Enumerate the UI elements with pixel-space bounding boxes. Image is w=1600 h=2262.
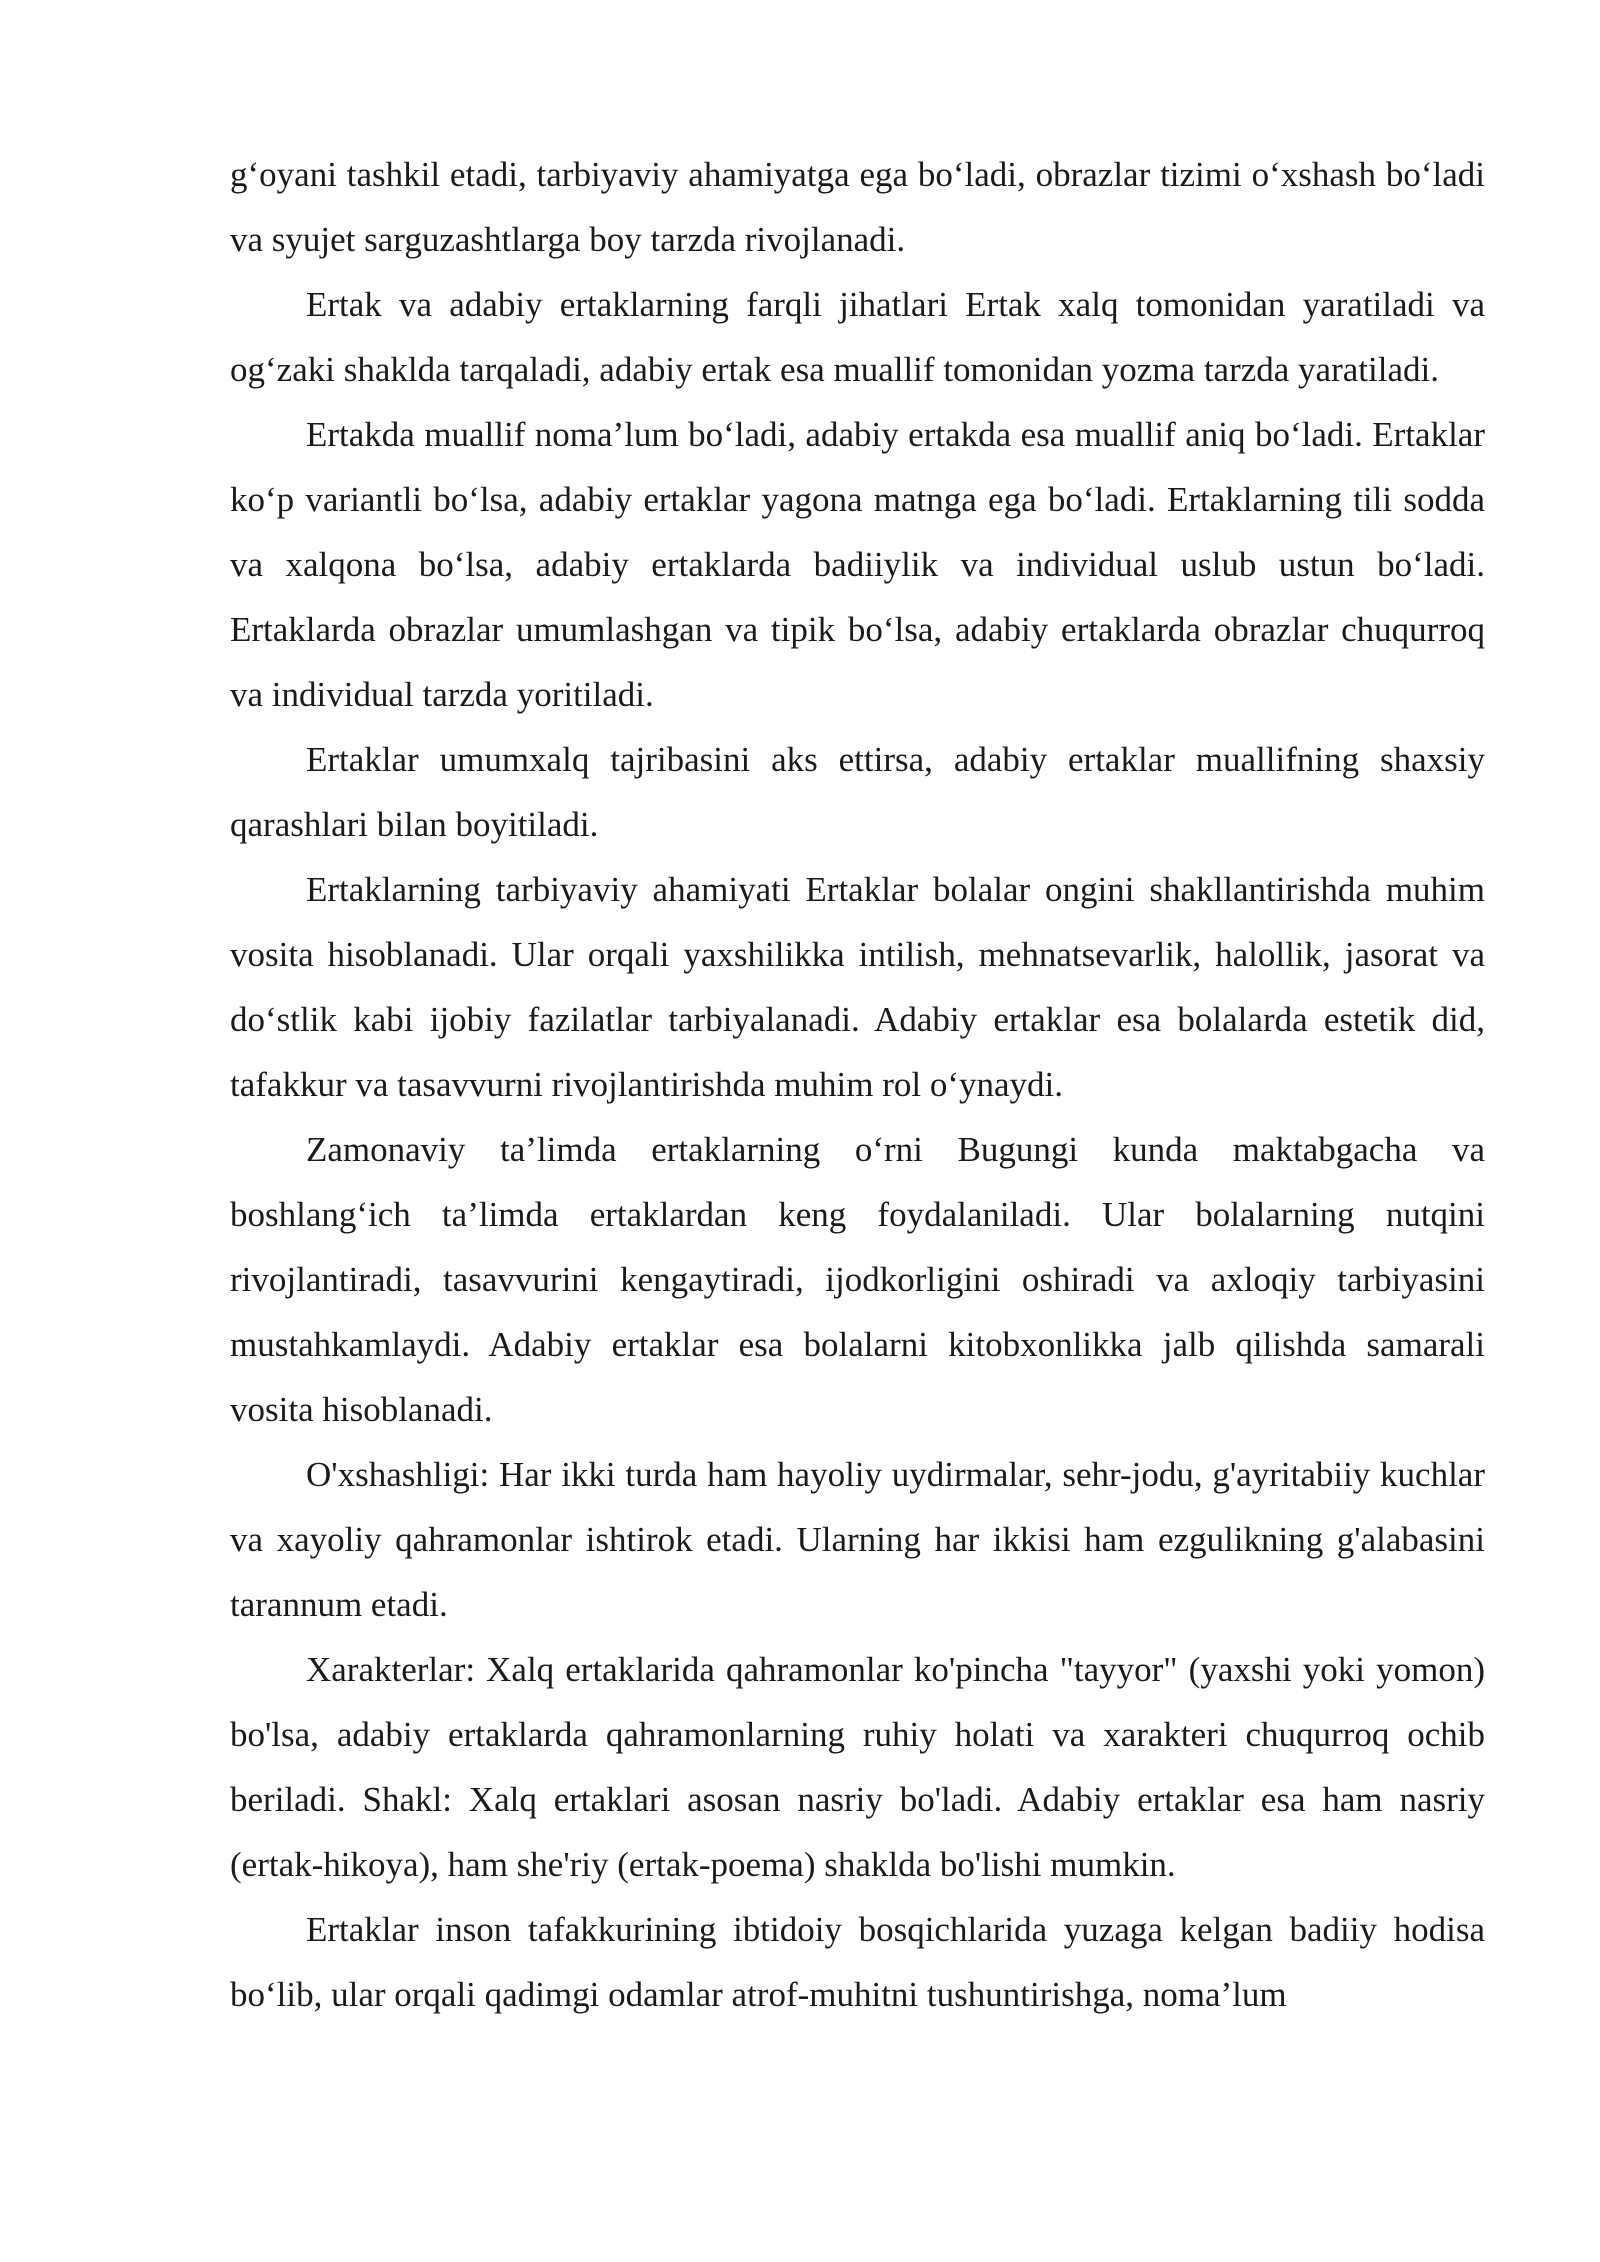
- document-page: [230, 142, 1485, 2027]
- paragraph-educational-value: Ertaklarning tarbiyaviy ahamiyati Ertaklar bolalar ongini shakllantirishda muhim vosita hisoblanadi. Ular orqali yaxshilikka intilish, mehnatsevarlik, halollik, jasorat va do‘stlik kabi ijobiy fazilatlar tarbiyalanadi. Adabiy ertaklar esa bolalarda estetik did, tafakkur va tasavvurni rivojlantirishda muhim rol o‘ynaydi.: [230, 870, 1485, 1104]
- paragraph-author: Ertakda muallif noma’lum bo‘ladi, adabiy ertakda esa muallif aniq bo‘ladi. Ertaklar ko‘p variantli bo‘lsa, adabiy ertaklar yagona matnga ega bo‘ladi. Ertaklarning tili sodda va xalqona bo‘lsa, adabiy ertaklarda badiiylik va individual uslub ustun bo‘ladi. Ertaklarda obrazlar umumlashgan va tipik bo‘lsa, adabiy ertaklarda obrazlar chuqurroq va individual tarzda yoritiladi.: [230, 415, 1485, 714]
- paragraph-continuation: g‘oyani tashkil etadi, tarbiyaviy ahamiyatga ega bo‘ladi, obrazlar tizimi o‘xshash bo‘ladi va syujet sarguzashtlarga boy tarzda rivojlanadi.: [230, 155, 1485, 259]
- paragraph-experience: Ertaklar umumxalq tajribasini aks ettirsa, adabiy ertaklar muallifning shaxsiy qarashlari bilan boyitiladi.: [230, 740, 1485, 844]
- paragraph-characters: Xarakterlar: Xalq ertaklarida qahramonlar ko'pincha "tayyor" (yaxshi yoki yomon) bo'lsa, adabiy ertaklarda qahramonlarning ruhiy holati va xarakteri chuqurroq ochib beriladi. Shakl: Xalq ertaklari asosan nasriy bo'ladi. Adabiy ertaklar esa ham nasriy (ertak-hikoya), ham she'riy (ertak-poema) shaklda bo'lishi mumkin.: [230, 1650, 1485, 1884]
- paragraph-similarity: O'xshashligi: Har ikki turda ham hayoliy uydirmalar, sehr-jodu, g'ayritabiiy kuchlar va xayoliy qahramonlar ishtirok etadi. Ularning har ikkisi ham ezgulikning g'alabasini tarannum etadi.: [230, 1455, 1485, 1624]
- paragraph-origins: Ertaklar inson tafakkurining ibtidoiy bosqichlarida yuzaga kelgan badiiy hodisa bo‘lib, ular orqali qadimgi odamlar atrof-muhitni tushuntirishga, noma’lum: [230, 1910, 1485, 2014]
- paragraph-modern-education: Zamonaviy ta’limda ertaklarning o‘rni Bugungi kunda maktabgacha va boshlang‘ich ta’limda ertaklardan keng foydalaniladi. Ular bolalarning nutqini rivojlantiradi, tasavvurini kengaytiradi, ijodkorligini oshiradi va axloqiy tarbiyasini mustahkamlaydi. Adabiy ertaklar esa bolalarni kitobxonlikka jalb qilishda samarali vosita hisoblanadi.: [230, 1130, 1485, 1429]
- paragraph-differences: Ertak va adabiy ertaklarning farqli jihatlari Ertak xalq tomonidan yaratiladi va og‘zaki shaklda tarqaladi, adabiy ertak esa muallif tomonidan yozma tarzda yaratiladi.: [230, 285, 1485, 389]
